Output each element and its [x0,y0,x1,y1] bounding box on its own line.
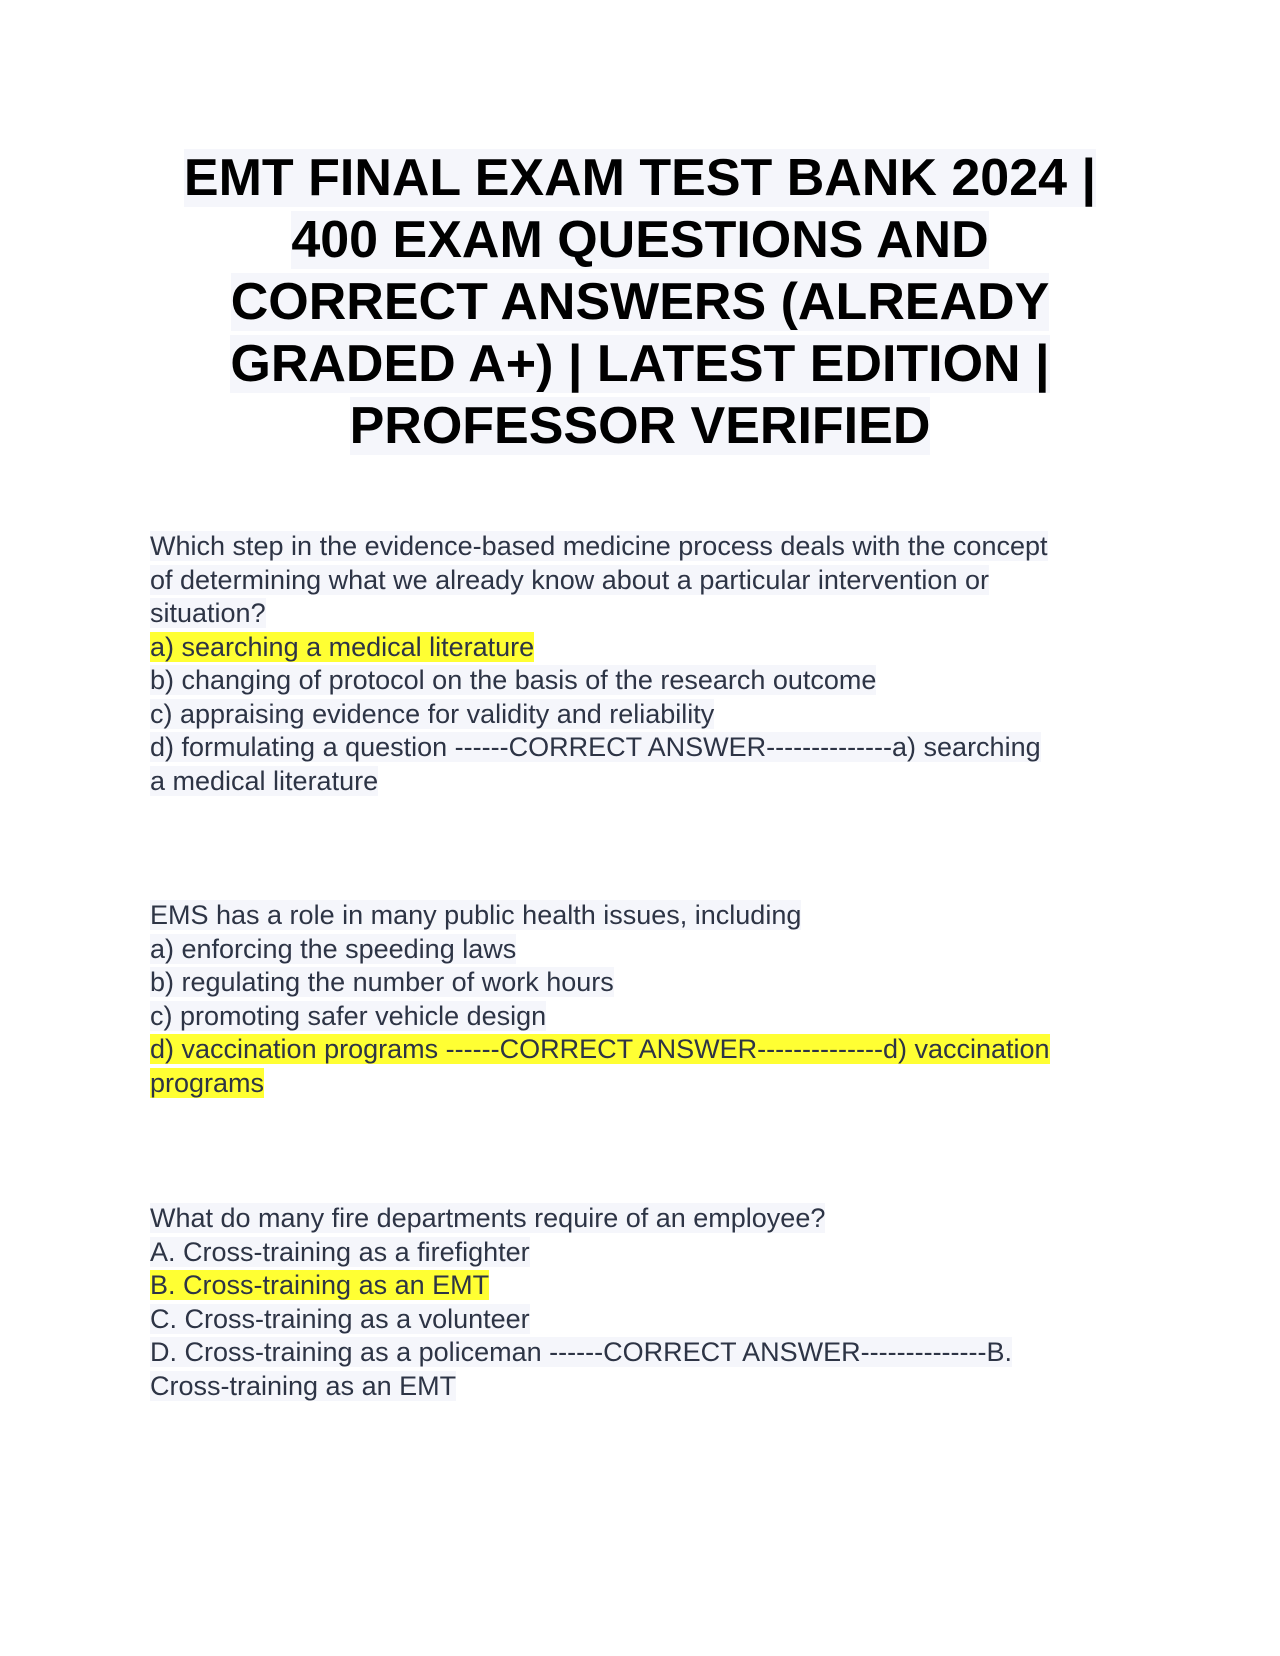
question-line: What do many fire departments require of an employee? [150,1203,826,1233]
title-line: 400 EXAM QUESTIONS AND [291,211,989,269]
answer-option-highlighted: a) searching a medical literature [150,631,535,662]
answer-option: a) enforcing the speeding laws [150,933,517,964]
answer-option: c) promoting safer vehicle design [150,1000,547,1031]
title-line: GRADED A+) | LATEST EDITION | [230,335,1050,393]
answer-option: D. Cross-training as a policeman ------CORRECT ANSWER--------------B. [150,1337,1013,1367]
question-line: of determining what we already know about a particular intervention or [150,564,989,595]
question-block-2 [150,899,1150,1100]
answer-option: A. Cross-training as a firefighter [150,1236,530,1267]
answer-option-highlighted: B. Cross-training as an EMT [150,1270,490,1300]
answer-option: d) formulating a question ------CORRECT ANSWER--------------a) searching [150,732,1041,762]
correct-answer-line: a medical literature [150,765,379,796]
correct-answer-line: programs [150,1067,265,1098]
title-line: EMT FINAL EXAM TEST BANK 2024 | [183,149,1097,207]
correct-answer-line: Cross-training as an EMT [150,1370,457,1401]
question-block-3 [150,1202,1150,1403]
question-line: situation? [150,598,266,628]
title-line: CORRECT ANSWERS (ALREADY [230,273,1050,331]
answer-option: b) changing of protocol on the basis of the research outcome [150,665,877,695]
answer-option: c) appraising evidence for validity and reliability [150,698,715,729]
answer-option: b) regulating the number of work hours [150,967,614,997]
document-title [130,147,1150,457]
question-block-1 [150,530,1150,798]
answer-option: C. Cross-training as a volunteer [150,1303,530,1334]
question-line: Which step in the evidence-based medicine process deals with the concept [150,531,1048,561]
title-line: PROFESSOR VERIFIED [349,397,931,455]
answer-option-highlighted: d) vaccination programs ------CORRECT ANSWER--------------d) vaccination [150,1034,1050,1064]
question-line: EMS has a role in many public health issues, including [150,900,802,930]
